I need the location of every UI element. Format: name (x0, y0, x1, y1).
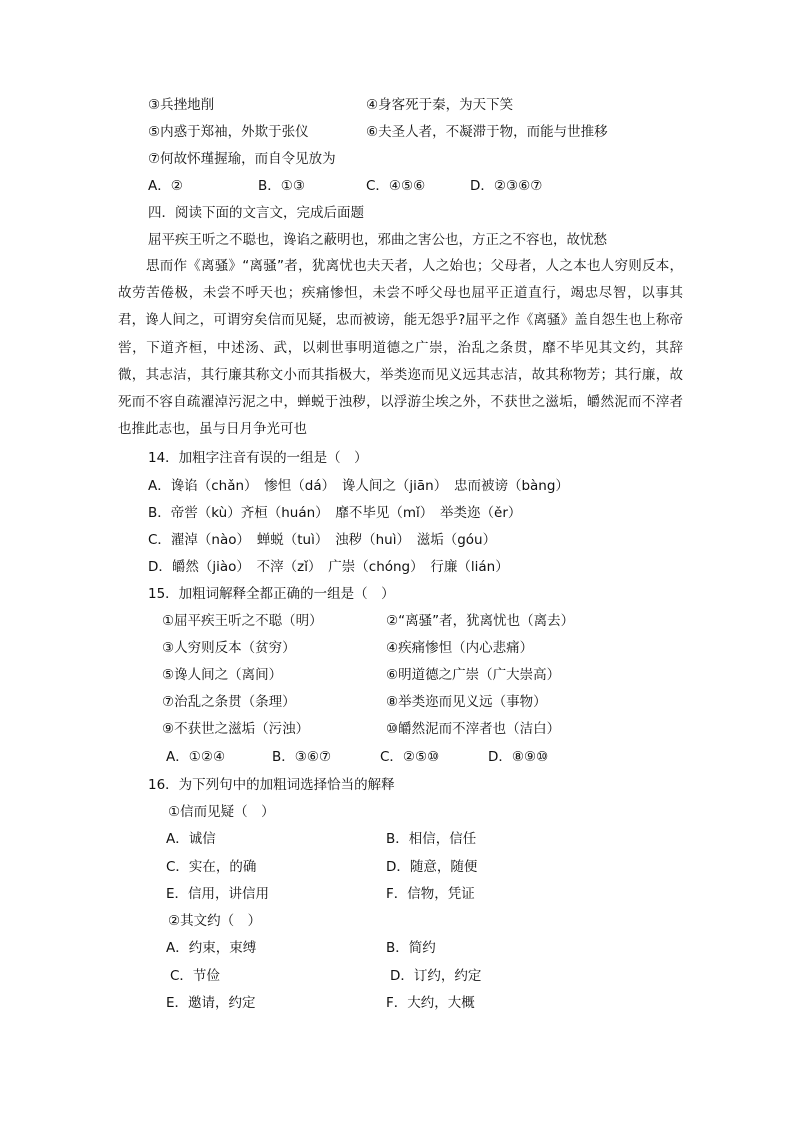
q16-sub1-option-d: D．随意，随便 (386, 859, 478, 875)
q14-option-a: A．谗谄（chǎn） 惨怛（dá） 谗人间之（jiān） 忠而被谤（bàng） (148, 478, 569, 494)
top-option-d: D．②③⑥⑦ (470, 178, 543, 194)
item-6: ⑥夫圣人者，不凝滞于物，而能与世推移 (366, 124, 608, 140)
passage-text: 思而作《离骚》“离骚”者，犹离忧也夫天者，人之始也；父母者，人之本也人穷则反本，故劳苦倦极，未尝不呼天也；疾痛惨怛，未尝不呼父母也屈平正道直行，竭忠尽智，以事其君，谗人间之，可谓穷矣信而见疑，忠而被谤，能无怨乎?屈平之作《离骚》盖自怨生也上称帝喾，下道齐桓，中述汤、武，以刺世事明道德之广崇，治乱之条贯，靡不毕见其文约，其辞微，其志洁，其行廉其称文小而其指极大，举类迩而见义远其志洁，故其称物芳；其行廉，故死而不容自疏濯淖污泥之中，蝉蜕于浊秽，以浮游尘埃之外，不获世之滋垢，皭然泥而不滓者也推此志也，虽与日月争光可也 (118, 258, 683, 438)
q16-sub1-option-e: E．信用，讲信用 (166, 886, 270, 902)
q14-option-c: C．濯淖（nào） 蝉蜕（tuì） 浊秽（huì） 滋垢（góu） (148, 532, 497, 548)
q15-item: ⑨不获世之滋垢（污浊） (162, 721, 310, 737)
q16-sub2-stem: ②其文约（ ） (168, 913, 262, 929)
q16-sub1-option-f: F．信物，凭证 (386, 886, 475, 902)
q15-item: ⑩皭然泥而不滓者也（洁白） (386, 721, 561, 737)
q16-sub1-option-c: C．实在，的确 (166, 859, 257, 875)
q15-option-a: A．①②④ (166, 749, 226, 765)
q14-option-b: B．帝喾（kù）齐桓（huán） 靡不毕见（mǐ） 举类迩（ěr） (148, 505, 522, 521)
q15-item: ⑦治乱之条贯（条理） (162, 694, 296, 710)
q16-sub2-option-d: D．订约，约定 (390, 968, 482, 984)
item-3: ③兵挫地削 (148, 97, 215, 113)
q14-option-d: D．皭然（jiào） 不滓（zǐ） 广崇（chóng） 行廉（lián） (148, 559, 509, 575)
q14-title: 14．加粗字注音有误的一组是（ ） (148, 450, 368, 466)
q15-item: ⑤谗人间之（离间） (162, 667, 283, 683)
q16-sub2-option-f: F．大约，大概 (386, 995, 475, 1011)
q16-sub1-option-a: A．诚信 (166, 831, 216, 847)
passage-body (118, 253, 683, 443)
q15-item: ③人穷则反本（贫穷） (162, 640, 296, 656)
q16-sub2-option-c: C．节俭 (170, 968, 220, 984)
item-7: ⑦何故怀瑾握瑜，而自令见放为 (148, 151, 336, 167)
item-4: ④身客死于秦，为天下笑 (366, 97, 514, 113)
q16-sub2-option-e: E．邀请，约定 (166, 995, 256, 1011)
q16-sub2-option-a: A．约束，束缚 (166, 940, 257, 956)
q16-sub1-option-b: B．相信，信任 (386, 831, 477, 847)
top-option-b: B．①③ (258, 178, 305, 194)
q16-title: 16．为下列句中的加粗词选择恰当的解释 (148, 777, 395, 793)
q15-option-b: B．③⑥⑦ (272, 749, 332, 765)
top-option-a: A．② (148, 178, 183, 194)
q15-item: ⑧举类迩而见义远（事物） (386, 694, 547, 710)
q15-title: 15．加粗词解释全都正确的一组是（ ） (148, 586, 395, 602)
item-5: ⑤内惑于郑袖，外欺于张仪 (148, 124, 309, 140)
q16-sub1-stem: ①信而见疑（ ） (168, 804, 275, 820)
q15-item: ②“离骚”者，犹离忧也（离去） (386, 613, 575, 629)
passage-line-1: 屈平疾王听之不聪也，谗谄之蔽明也，邪曲之害公也，方正之不容也，故忧愁 (148, 232, 607, 248)
q15-item: ⑥明道德之广崇（广大崇高） (386, 667, 561, 683)
q16-sub2-option-b: B．简约 (386, 940, 436, 956)
top-option-c: C．④⑤⑥ (366, 178, 426, 194)
q15-option-c: C．②⑤⑩ (380, 749, 440, 765)
q15-item: ①屈平疾王听之不聪（明） (162, 613, 323, 629)
q15-item: ④疾痛惨怛（内心悲痛） (386, 640, 534, 656)
section-4-title: 四．阅读下面的文言文，完成后面题 (148, 205, 364, 221)
q15-option-d: D．⑧⑨⑩ (488, 749, 549, 765)
